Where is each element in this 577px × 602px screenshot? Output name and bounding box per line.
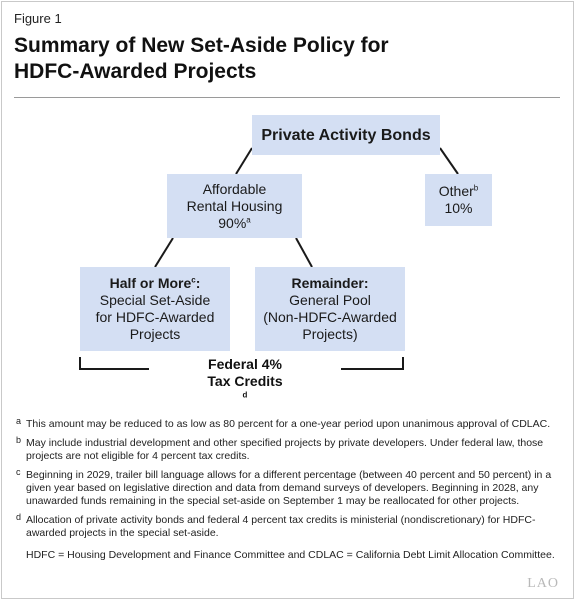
footnote-b-mark: b	[16, 435, 22, 445]
node-affordable-rental-housing	[167, 174, 302, 238]
footnote-a-mark: a	[16, 416, 22, 426]
footnote-c-mark: c	[16, 467, 21, 477]
half-head: Half or More	[109, 275, 192, 291]
federal-line-2	[150, 373, 340, 407]
footnote-a-text: This amount may be reduced to as low as 80 percent for a one-year period upon unanimous approval of CDLAC.	[26, 418, 551, 430]
footnote-d-mark: d	[16, 512, 22, 522]
affordable-line-2: Rental Housing	[186, 197, 283, 214]
remainder-line-2: General Pool	[289, 292, 371, 308]
remainder-line-4: Projects)	[302, 326, 358, 342]
half-line-2: Special Set-Aside	[99, 292, 211, 308]
federal-tax-credits: Tax Credits	[207, 373, 283, 389]
footnote-b-text: May include industrial development and other specified projects by private developers. Under federal law, those projects are not eligible for 4 percent tax credits.	[26, 437, 544, 462]
footnote-b	[14, 437, 562, 463]
figure-title	[14, 33, 554, 85]
node-pab-label: Private Activity Bonds	[261, 126, 431, 144]
footnote-d	[14, 514, 562, 540]
lao-logo: LAO	[527, 576, 559, 591]
title-line-2: HDFC-Awarded Projects	[14, 60, 257, 83]
node-other	[425, 174, 492, 226]
footnote-mark-c: c	[191, 275, 196, 285]
footnote-mark-b: b	[473, 183, 479, 193]
half-line-4: Projects	[129, 326, 181, 342]
node-remainder	[255, 267, 405, 351]
half-colon: :	[195, 275, 201, 291]
affordable-percent: 90%	[218, 214, 247, 231]
footnotes	[14, 418, 562, 568]
remainder-line-3: (Non-HDFC-Awarded	[263, 309, 397, 325]
other-label: Other	[438, 183, 474, 199]
other-percent: 10%	[444, 200, 473, 216]
abbreviation-legend: HDFC = Housing Development and Finance Committee and CDLAC = California Debt Limit Allocation Committee.	[26, 549, 555, 561]
affordable-line-3	[218, 215, 250, 232]
footnote-d-text: Allocation of private activity bonds and federal 4 percent tax credits is ministerial (nondiscretionary) for HDFC-awarded projects in the special set-aside.	[26, 514, 536, 539]
affordable-line-1: Affordable	[202, 180, 267, 197]
federal-line-1: Federal 4%	[208, 356, 282, 372]
footnote-mark-a: a	[246, 214, 251, 224]
footnote-mark-d: d	[242, 390, 248, 400]
other-line-1	[439, 183, 478, 200]
footnote-c-text: Beginning in 2029, trailer bill language allows for a different percentage (between 40 percent and 50 percent) in a given year based on legislative direction and data from demand surveys of developers. Beginning in 2028, any unawarded funds remaining in the special set-aside on September 1 may be reallocated for other projects.	[26, 469, 552, 507]
half-heading	[110, 275, 201, 292]
node-half-or-more	[80, 267, 230, 351]
half-line-3: for HDFC-Awarded	[95, 309, 215, 325]
node-private-activity-bonds	[252, 115, 440, 155]
title-divider	[14, 97, 560, 98]
figure-label: Figure 1	[14, 11, 62, 26]
title-line-1: Summary of New Set-Aside Policy for	[14, 34, 389, 57]
federal-tax-credits-label	[150, 356, 340, 407]
footnote-a	[14, 418, 562, 431]
footnote-c	[14, 469, 562, 508]
remainder-heading: Remainder:	[291, 275, 369, 291]
